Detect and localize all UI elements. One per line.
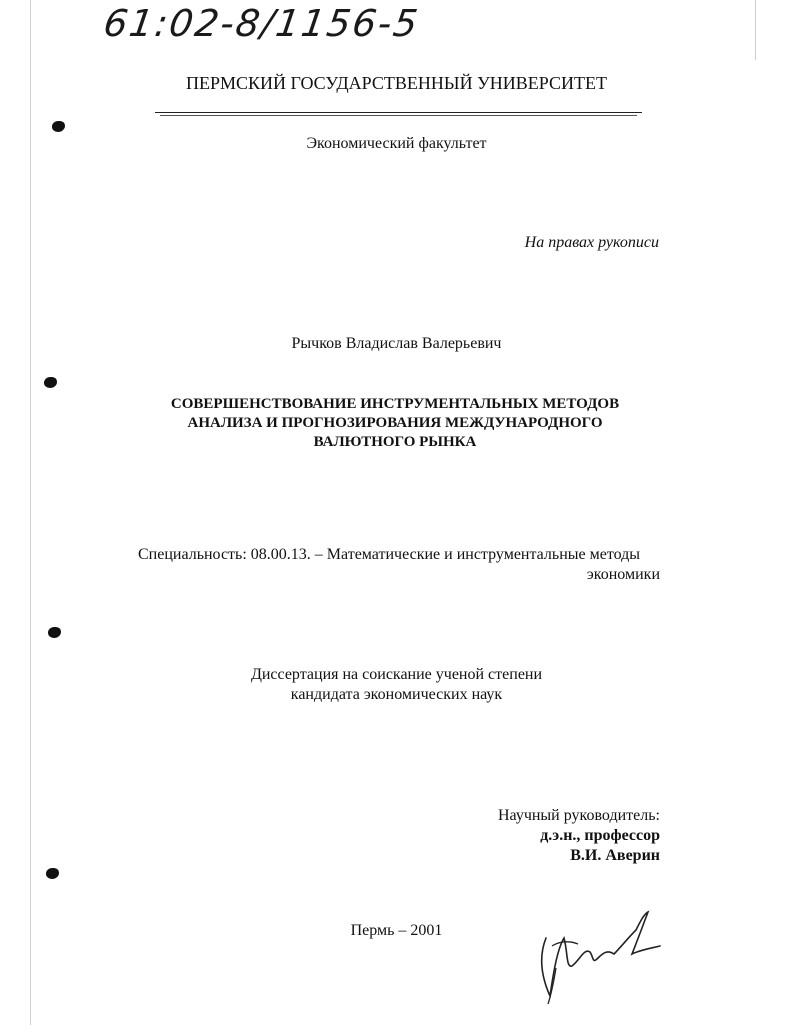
punch-hole-4	[46, 868, 59, 879]
title-line: АНАЛИЗА И ПРОГНОЗИРОВАНИЯ МЕЖДУНАРОДНОГО	[187, 415, 603, 431]
specialty	[138, 545, 660, 585]
advisor-degree: д.э.н., профессор	[540, 827, 660, 844]
punch-hole-3	[48, 627, 61, 638]
specialty-line: Специальность: 08.00.13. – Математические и инструментальные методы	[138, 546, 641, 563]
degree-line: кандидата экономических наук	[290, 686, 503, 703]
advisor-label: Научный руководитель:	[497, 807, 660, 824]
specialty-line: экономики	[586, 566, 660, 583]
advisor-name: В.И. Аверин	[570, 847, 660, 864]
title-line: СОВЕРШЕНСТВОВАНИЕ ИНСТРУМЕНТАЛЬНЫХ МЕТОДОВ	[170, 396, 620, 412]
header-rule	[155, 112, 642, 113]
punch-hole-1	[52, 121, 65, 132]
university-name: ПЕРМСКИЙ ГОСУДАРСТВЕННЫЙ УНИВЕРСИТЕТ	[185, 73, 608, 93]
scan-edge-right	[755, 0, 756, 60]
title-line: ВАЛЮТНОГО РЫНКА	[313, 434, 477, 450]
dissertation-title	[150, 395, 640, 452]
scientific-advisor	[498, 806, 660, 866]
punch-hole-2	[44, 377, 57, 388]
city-year: Пермь – 2001	[350, 922, 443, 939]
header-rule-2	[160, 115, 637, 116]
degree-line: Диссертация на соискание ученой степени	[250, 666, 543, 683]
faculty-name: Экономический факультет	[306, 135, 487, 152]
archive-number: 61:02-8/1156-5	[100, 2, 423, 45]
scan-edge-left	[30, 0, 31, 1025]
author-name: Рычков Владислав Валерьевич	[291, 335, 502, 352]
dissertation-degree	[0, 665, 793, 705]
signature	[528, 908, 668, 1008]
rights-note: На правах рукописи	[524, 234, 659, 251]
